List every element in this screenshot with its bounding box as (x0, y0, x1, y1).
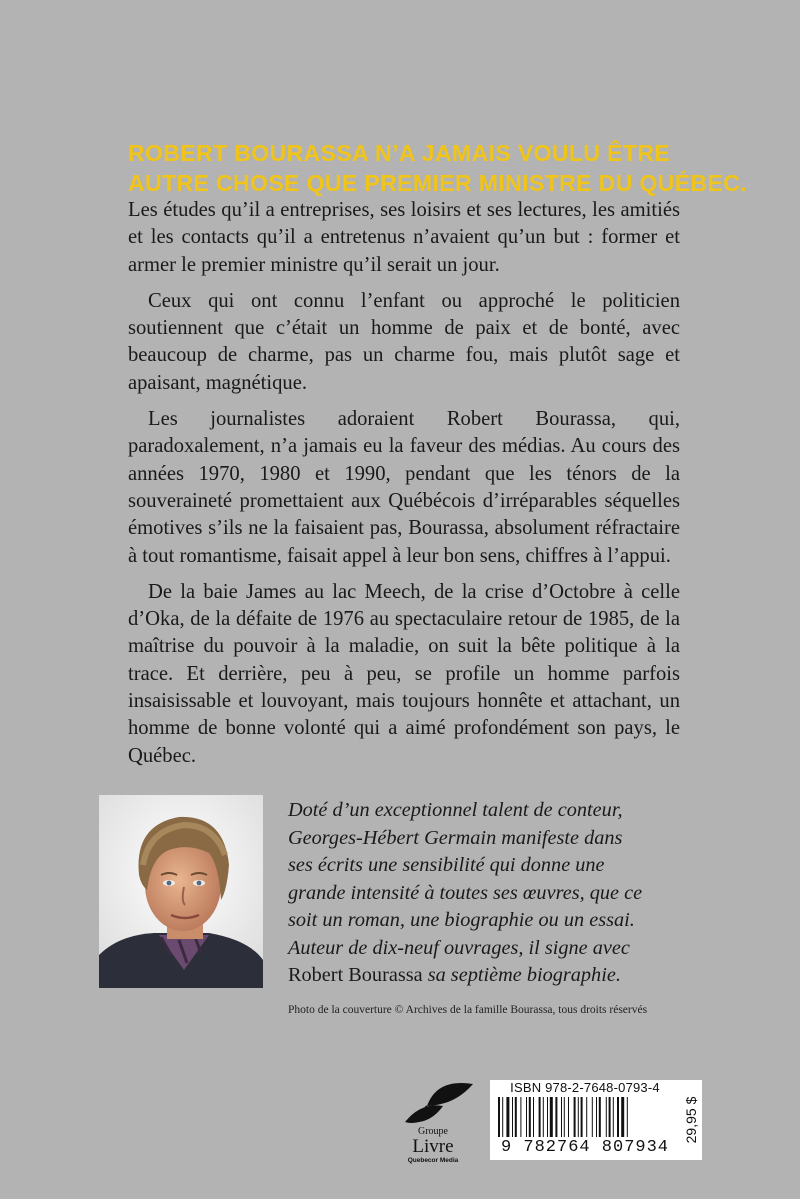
barcode-bar (561, 1097, 562, 1137)
headline-line-2: AUTRE CHOSE QUE PREMIER MINISTRE DU QUÉBEC. (128, 170, 748, 196)
barcode-bar (617, 1097, 619, 1137)
barcode-bar (512, 1097, 513, 1137)
publisher-logo (397, 1078, 477, 1178)
barcode-bar (568, 1097, 569, 1137)
barcode-bar (506, 1097, 509, 1137)
price: 29,95 $ (683, 1096, 699, 1144)
back-cover-headline (128, 138, 748, 198)
logo-text-groupe: Groupe (418, 1126, 448, 1137)
bio-line: Georges-Hébert Germain manifeste dans (288, 826, 623, 849)
author-bio (288, 797, 688, 990)
headline-line-1: ROBERT BOURASSA N’A JAMAIS VOULU ÊTRE (128, 140, 671, 166)
barcode (490, 1080, 680, 1160)
bio-line-end: sa septième biographie. (422, 964, 621, 986)
bio-line: Auteur de dix-neuf ouvrages, il signe avec (288, 936, 630, 959)
synopsis-paragraph: Les journalistes adoraient Robert Bourassa, qui, paradoxalement, n’a jamais eu la faveur des médias. Au cours des années 1970, 1980 et 1990, pendant que les ténors de la souveraineté promettaient aux Québécois d’irréparables séquelles émotives s’ils ne la faisaient pas, Bourassa, absolument réfractaire à tout romantisme, faisait appel à leur bon sens, chiffres à l’appui. (128, 408, 680, 567)
isbn-label: ISBN 978-2-7648-0793-4 (510, 1080, 660, 1095)
bio-last-line (288, 962, 688, 990)
barcode-bar (515, 1097, 517, 1137)
barcode-bar (627, 1097, 628, 1137)
barcode-bar (621, 1097, 624, 1137)
barcode-bar (520, 1097, 521, 1137)
bio-line: soit un roman, une biographie ou un essai. (288, 909, 635, 931)
barcode-bars (494, 1097, 676, 1137)
isbn-digits: 9 782764 807934 (500, 1138, 670, 1157)
synopsis-paragraph: Ceux qui ont connu l’enfant ou approché le politicien soutiennent que c’était un homme de paix et de bonté, avec beaucoup de charme, pas un charme fou, mais plutôt sage et apaisant, magnétique. (128, 289, 680, 394)
logo-text-livre: Livre (412, 1136, 454, 1157)
logo-text-quebecor: Quebecor Media (407, 1157, 459, 1164)
barcode-bar (596, 1097, 597, 1137)
book-title: Robert Bourassa (288, 964, 423, 986)
barcode-bar (498, 1097, 500, 1137)
barcode-bar (613, 1097, 614, 1137)
barcode-bar (564, 1097, 565, 1137)
synopsis-paragraph: De la baie James au lac Meech, de la crise d’Octobre à celle d’Oka, de la défaite de 1976 au spectaculaire retour de 1985, de la maîtrise du pouvoir à la maladie, on suit la bête politique à la trace. Et derrière, peu à peu, se profile un homme parfois insaisissable et louvoyant, mais toujours honnête et attachant, un homme de bonne volonté qui a aimé profondément son pays, le Québec. (128, 580, 680, 767)
barcode-bar (539, 1097, 541, 1137)
barcode-bar (574, 1097, 576, 1137)
barcode-bar (547, 1097, 548, 1137)
author-photo (99, 795, 263, 988)
photo-credit: Photo de la couverture © Archives de la famille Bourassa, tous droits réservés (288, 1004, 648, 1016)
barcode-bar (581, 1097, 583, 1137)
barcode-bar (609, 1097, 611, 1137)
barcode-bar (526, 1097, 527, 1137)
barcode-bar (606, 1097, 607, 1137)
barcode-bar (529, 1097, 531, 1137)
barcode-bar (533, 1097, 534, 1137)
synopsis (128, 197, 680, 779)
barcode-bar (578, 1097, 579, 1137)
barcode-bar (599, 1097, 601, 1137)
barcode-bar (550, 1097, 553, 1137)
barcode-bar (592, 1097, 593, 1137)
barcode-bar (586, 1097, 587, 1137)
bio-line: grande intensité à toutes ses œuvres, que ce (288, 881, 643, 904)
bio-line: ses écrits une sensibilité qui donne une (288, 854, 605, 876)
bio-line: Doté d’un exceptionnel talent de conteur, (288, 799, 623, 821)
barcode-bar (555, 1097, 557, 1137)
barcode-bar (543, 1097, 544, 1137)
barcode-bar (502, 1097, 503, 1137)
price-tag (680, 1080, 702, 1160)
synopsis-paragraph: Les études qu’il a entreprises, ses loisirs et ses lectures, les amitiés et les contacts qu’il a entretenus n’avaient qu’un but : former et armer le premier ministre qu’il serait un jour. (128, 199, 680, 276)
leaf-icon (405, 1083, 473, 1123)
